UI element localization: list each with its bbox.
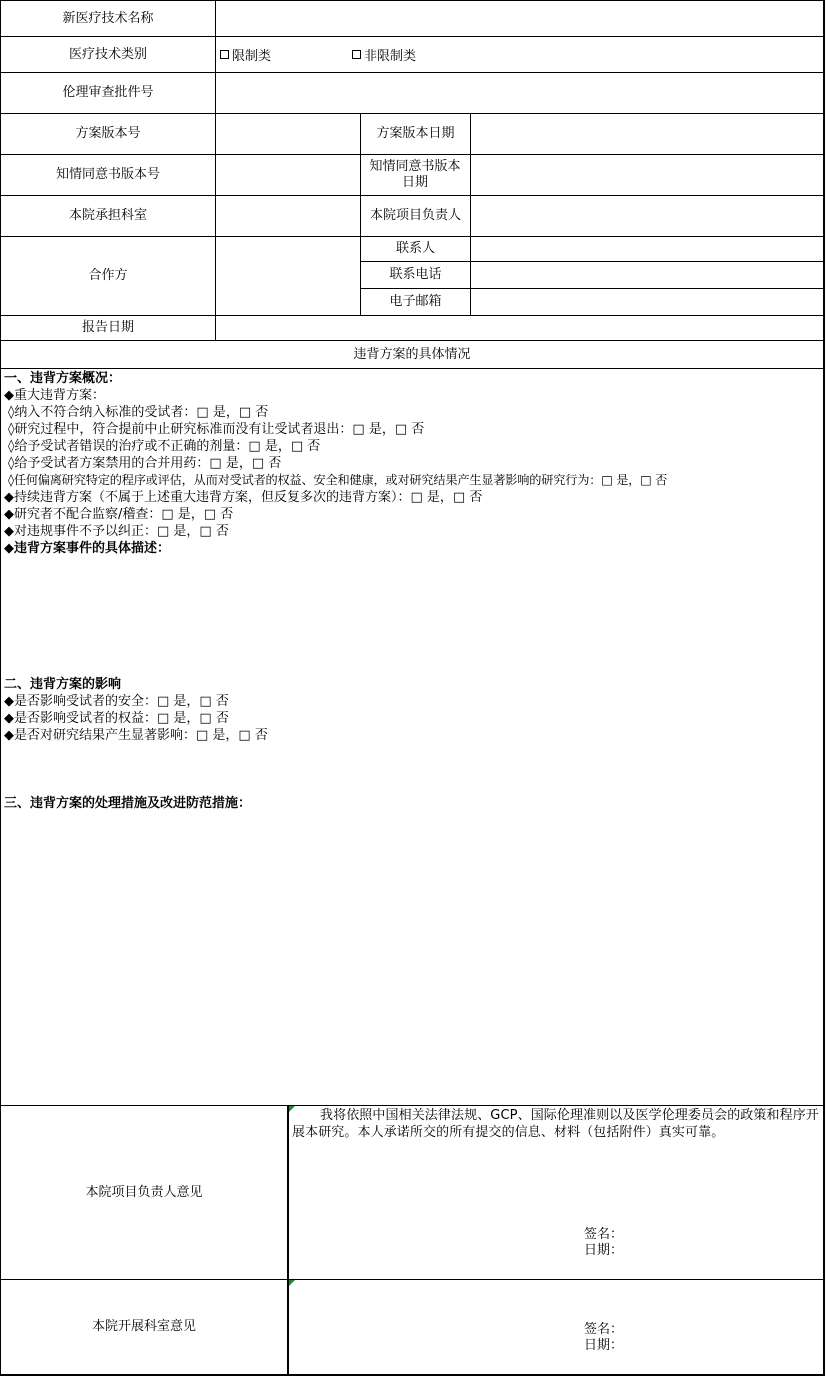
report-date-label: 报告日期: [81, 320, 134, 335]
email-field[interactable]: [471, 289, 823, 315]
protocol-version-label: 方案版本号: [75, 126, 141, 141]
section1-line: ◆研究者不配合监察/稽查：□ 是，□ 否: [4, 507, 234, 522]
dept-opinion-label: 本院开展科室意见: [91, 1319, 196, 1334]
consent-date-field[interactable]: [471, 155, 823, 195]
section1-title: 一、违背方案概况：: [4, 371, 122, 386]
section-header: 违背方案的具体情况: [353, 346, 471, 362]
rule: [287, 1105, 289, 1376]
section3-title: 三、违背方案的处理措施及改进防范措施：: [4, 796, 252, 811]
measures-area[interactable]: [1, 813, 823, 1103]
pi-label: 本院项目负责人: [369, 208, 461, 223]
dept-date-label: 日期：: [584, 1338, 624, 1353]
tech-category-label: 医疗技术类别: [68, 46, 147, 62]
category-unrestricted-checkbox[interactable]: [352, 37, 416, 72]
section2-line: ◆是否对研究结果产生显著影响：□ 是，□ 否: [4, 728, 268, 743]
checkbox-icon: [352, 50, 361, 59]
section1-line: ◆对违规事件不予以纠正：□ 是，□ 否: [4, 524, 229, 539]
section1-line: ◆持续违背方案（不属于上述重大违背方案，但反复多次的违背方案）：□ 是，□ 否: [4, 490, 483, 505]
dept-sign-label: 签名：: [584, 1322, 624, 1337]
category-restricted-checkbox[interactable]: [220, 37, 271, 72]
email-label: 电子邮箱: [389, 294, 442, 309]
pi-field[interactable]: [471, 196, 823, 236]
report-date-field[interactable]: [216, 316, 823, 340]
ethics-approval-label: 伦理审查批件号: [62, 85, 154, 100]
phone-field[interactable]: [471, 262, 823, 288]
department-field[interactable]: [216, 196, 360, 236]
section1-line: ◊给予受试者方案禁用的合并用药：□ 是，□ 否: [8, 456, 282, 471]
section2-line: ◆是否影响受试者的安全：□ 是，□ 否: [4, 694, 229, 709]
section1-line: ◊给予受试者错误的治疗或不正确的剂量：□ 是，□ 否: [8, 439, 321, 454]
department-label: 本院承担科室: [68, 208, 147, 223]
section1-line: ◊纳入不符合纳入标准的受试者：□ 是，□ 否: [8, 405, 269, 420]
checkbox-icon: [220, 50, 229, 59]
tech-name-label: 新医疗技术名称: [62, 10, 154, 26]
consent-version-field[interactable]: [216, 155, 360, 195]
deviation-description-area[interactable]: [1, 558, 823, 676]
partner-label: 合作方: [88, 268, 128, 283]
section2-title: 二、违背方案的影响: [4, 677, 122, 692]
section1-line: ◊研究过程中，符合提前中止研究标准而没有让受试者退出：□ 是，□ 否: [8, 422, 425, 437]
category-restricted-label: 限制类: [232, 49, 272, 64]
section2-line: ◆是否影响受试者的权益：□ 是，□ 否: [4, 711, 229, 726]
consent-version-label: 知情同意书版本号: [55, 167, 160, 182]
tech-name-field[interactable]: [216, 1, 823, 36]
rule: [0, 368, 825, 369]
pi-pledge-text: 我将依照中国相关法律法规、GCP、国际伦理准则以及医学伦理委员会的政策和程序开展本研究。本人承诺所交的所有提交的信息、材料（包括附件）真实可靠。: [292, 1108, 819, 1140]
deviation-description-label: ◆违背方案事件的具体描述：: [4, 541, 170, 556]
protocol-version-field[interactable]: [216, 114, 360, 154]
contact-field[interactable]: [471, 237, 823, 261]
protocol-date-field[interactable]: [471, 114, 823, 154]
comment-marker-icon: [289, 1280, 295, 1286]
pi-sign-label: 签名：: [584, 1227, 624, 1242]
section1-line: ◆重大违背方案：: [4, 388, 105, 403]
section1-line: ◊任何偏离研究特定的程序或评估，从而对受试者的权益、安全和健康，或对研究结果产生显著影响的研究行为：□ 是，□ 否: [8, 473, 668, 487]
category-unrestricted-label: 非限制类: [364, 49, 417, 64]
phone-label: 联系电话: [389, 267, 442, 282]
partner-field[interactable]: [216, 237, 360, 315]
contact-label: 联系人: [395, 241, 435, 256]
pi-date-label: 日期：: [584, 1243, 624, 1258]
protocol-date-label: 方案版本日期: [376, 126, 455, 141]
consent-date-label: 知情同意书版本日期: [369, 159, 461, 190]
pi-opinion-label: 本院项目负责人意见: [85, 1184, 203, 1200]
ethics-approval-field[interactable]: [216, 73, 823, 113]
